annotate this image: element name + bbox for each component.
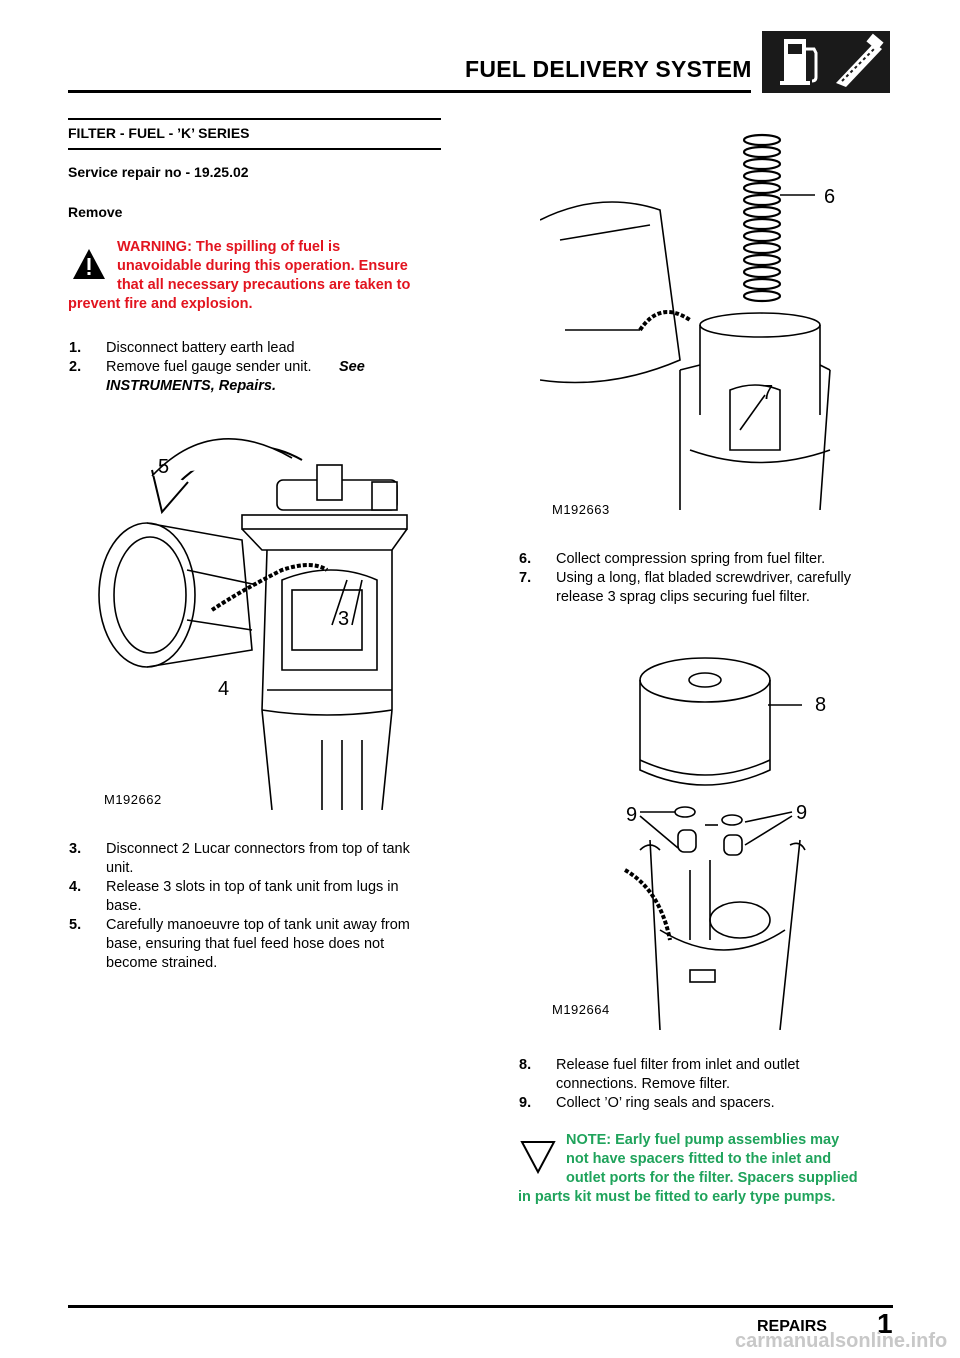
figure-2-drawing [540,130,860,520]
step-3 [69,840,449,880]
note-line-4: in parts kit must be fitted to early type pumps. [518,1189,836,1205]
warning-line-4: prevent fire and explosion. [68,296,253,312]
section-rule-bottom [68,148,441,150]
figure-1-code: M192662 [104,792,162,807]
step-text-line-1: Disconnect 2 Lucar connectors from top of tank [106,841,410,857]
callout-3: 3 [338,608,350,630]
figure-1-drawing [92,420,422,810]
header-title: FUEL DELIVERY SYSTEM [465,56,752,82]
section-title: FILTER - FUEL - ’K’ SERIES [68,125,250,141]
figure-3-drawing [540,640,860,1030]
step-text: Disconnect battery earth lead [106,340,295,356]
cross-reference: See [339,359,365,375]
callout-5: 5 [158,456,170,478]
watermark: carmanualsonline.info [735,1330,948,1352]
step-text-line-1: Collect compression spring from fuel filter. [556,551,826,567]
step-text-line-2: base, ensuring that fuel feed hose does not [106,936,385,952]
step-8 [519,1056,899,1096]
step-number: 8. [519,1057,532,1073]
figure-3-code: M192664 [552,1002,610,1017]
step-2 [69,358,449,398]
step-number: 7. [519,570,532,586]
callout-9-right: 9 [796,802,808,824]
step-text-line-1: Collect ’O’ ring seals and spacers. [556,1095,775,1111]
note-line-2: not have spacers fitted to the inlet and [566,1151,832,1167]
warning-line-3: that all necessary precautions are taken to [117,277,411,293]
step-text: Remove fuel gauge sender unit. [106,359,312,375]
step-number: 3. [69,841,82,857]
step-number: 9. [519,1095,532,1111]
step-text-line-2: unit. [106,860,134,876]
callout-4: 4 [218,678,230,700]
step-number: 6. [519,551,532,567]
footer-rule [68,1305,893,1308]
callout-9-left: 9 [626,804,638,826]
step-text-line-2: base. [106,898,142,914]
callout-8: 8 [815,694,827,716]
figure-3 [540,640,860,1030]
warning-line-2: unavoidable during this operation. Ensure [117,258,408,274]
step-1 [69,339,449,359]
step-6 [519,550,899,570]
step-7 [519,569,899,609]
step-number: 5. [69,917,82,933]
remove-heading: Remove [68,204,123,220]
service-repair-number: Service repair no - 19.25.02 [68,164,249,180]
warning-line-1: WARNING: The spilling of fuel is [117,239,341,255]
note-icon [520,1140,556,1179]
callout-6: 6 [824,186,836,208]
cross-reference-target: INSTRUMENTS, Repairs. [106,378,276,394]
step-number: 2. [69,359,82,375]
page-number: 1 [877,1308,893,1339]
step-text-line-1: Carefully manoeuvre top of tank unit away from [106,917,410,933]
step-text-line-3: become strained. [106,955,218,971]
step-text-line-2: connections. Remove filter. [556,1076,731,1092]
step-text-line-1: Release fuel filter from inlet and outlet [556,1057,800,1073]
step-number: 1. [69,340,82,356]
footer-section-label: REPAIRS [757,1318,827,1335]
step-text-line-1: Release 3 slots in top of tank unit from lugs in [106,879,399,895]
step-5 [69,916,449,976]
note-line-1: NOTE: Early fuel pump assemblies may [566,1132,840,1148]
figure-1 [92,420,422,810]
step-9 [519,1094,899,1114]
header-rule [68,90,751,93]
step-number: 4. [69,879,82,895]
figure-2 [540,130,860,520]
step-text-line-1: Using a long, flat bladed screwdriver, carefully [556,570,851,586]
section-rule-top [68,118,441,120]
warning-icon [72,248,106,285]
step-4 [69,878,449,918]
figure-2-code: M192663 [552,502,610,517]
fuel-pump-icon [762,31,890,93]
note-line-3: outlet ports for the filter. Spacers supplied [566,1170,858,1186]
step-text-line-2: release 3 sprag clips securing fuel filter. [556,589,810,605]
callout-7: 7 [762,382,774,404]
